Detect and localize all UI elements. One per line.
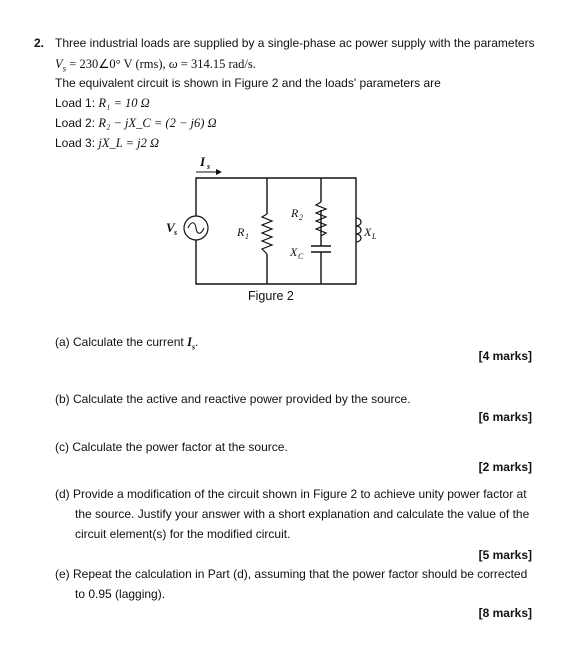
part-b-marks: [6 marks]: [478, 410, 532, 424]
source-label: V: [166, 220, 175, 235]
r1-subscript: 1: [245, 232, 249, 241]
current-subscript: s: [207, 162, 211, 171]
r1-label: R: [237, 225, 245, 239]
part-d-marks: [5 marks]: [478, 548, 532, 562]
r2-subscript: 2: [299, 213, 303, 222]
r2-resistor: [316, 202, 326, 236]
part-e-marks: [8 marks]: [478, 606, 532, 620]
part-d-line-1: Provide a modification of the circuit shown in Figure 2 to achieve unity power factor at: [73, 487, 527, 501]
part-e-line-2: to 0.95 (lagging).: [75, 587, 166, 601]
xl-label: X: [364, 225, 372, 239]
part-c-prefix: (c): [55, 440, 73, 454]
source-subscript: s: [174, 228, 178, 237]
part-c: [55, 440, 288, 454]
ac-source: [184, 216, 208, 240]
part-d-line-3: circuit element(s) for the modified circuit.: [75, 527, 291, 541]
omega-symbol: ω: [168, 57, 178, 71]
question-intro: Three industrial loads are supplied by a single-phase ac power supply with the parameters: [55, 36, 535, 50]
part-a-tail: .: [195, 335, 199, 349]
r1-resistor: [262, 214, 272, 254]
part-b-text: Calculate the active and reactive power provided by the source.: [73, 392, 411, 406]
part-d-line-2: the source. Justify your answer with a short explanation and calculate the value of the: [75, 507, 530, 521]
part-a: [55, 335, 198, 351]
part-c-text: Calculate the power factor at the source.: [72, 440, 288, 454]
current-label: I: [200, 154, 206, 169]
xl-subscript: L: [372, 232, 377, 241]
part-e-prefix: (e): [55, 567, 73, 581]
vs-value: = 230∠0° V (rms),: [66, 57, 169, 71]
circuit-diagram: [160, 150, 400, 310]
part-a-subscript: s: [191, 342, 196, 352]
r2-label: R: [291, 206, 299, 220]
load-3-label: Load 3:: [55, 136, 99, 150]
load-1-label: Load 1:: [55, 96, 99, 110]
load-1-expr: R₁ = 10 Ω: [98, 96, 150, 110]
part-a-symbol: I: [187, 335, 192, 349]
part-d: [55, 484, 527, 504]
part-c-marks: [2 marks]: [478, 460, 532, 474]
circuit-wires: [196, 178, 356, 284]
question-number: 2.: [34, 36, 45, 50]
load-2-expr: R₂ − jX_C = (2 − j6) Ω: [98, 116, 217, 130]
circuit-sentence: The equivalent circuit is shown in Figure 2 and the loads' parameters are: [55, 76, 441, 90]
part-e-line-1: Repeat the calculation in Part (d), assuming that the power factor should be corrected: [73, 567, 528, 581]
load-2: [55, 116, 217, 131]
xc-label: X: [290, 245, 298, 259]
part-a-marks: [4 marks]: [478, 349, 532, 363]
load-2-label: Load 2:: [55, 116, 99, 130]
load-3: [55, 136, 159, 151]
inductor: [356, 218, 361, 242]
part-d-prefix: (d): [55, 487, 73, 501]
xc-subscript: C: [298, 252, 304, 261]
vs-subscript: s: [62, 63, 67, 74]
omega-value: = 314.15 rad/s.: [177, 57, 256, 71]
capacitor: [311, 246, 331, 252]
vs-symbol: V: [55, 57, 63, 71]
part-e: [55, 564, 527, 584]
load-3-expr: jX_L = j2 Ω: [98, 136, 160, 150]
part-b: [55, 392, 411, 406]
part-b-prefix: (b): [55, 392, 73, 406]
figure-caption: Figure 2: [248, 289, 294, 303]
part-a-prefix: (a): [55, 335, 73, 349]
supply-parameters: [55, 56, 256, 73]
part-a-text: Calculate the current: [73, 335, 188, 349]
load-1: [55, 96, 150, 111]
